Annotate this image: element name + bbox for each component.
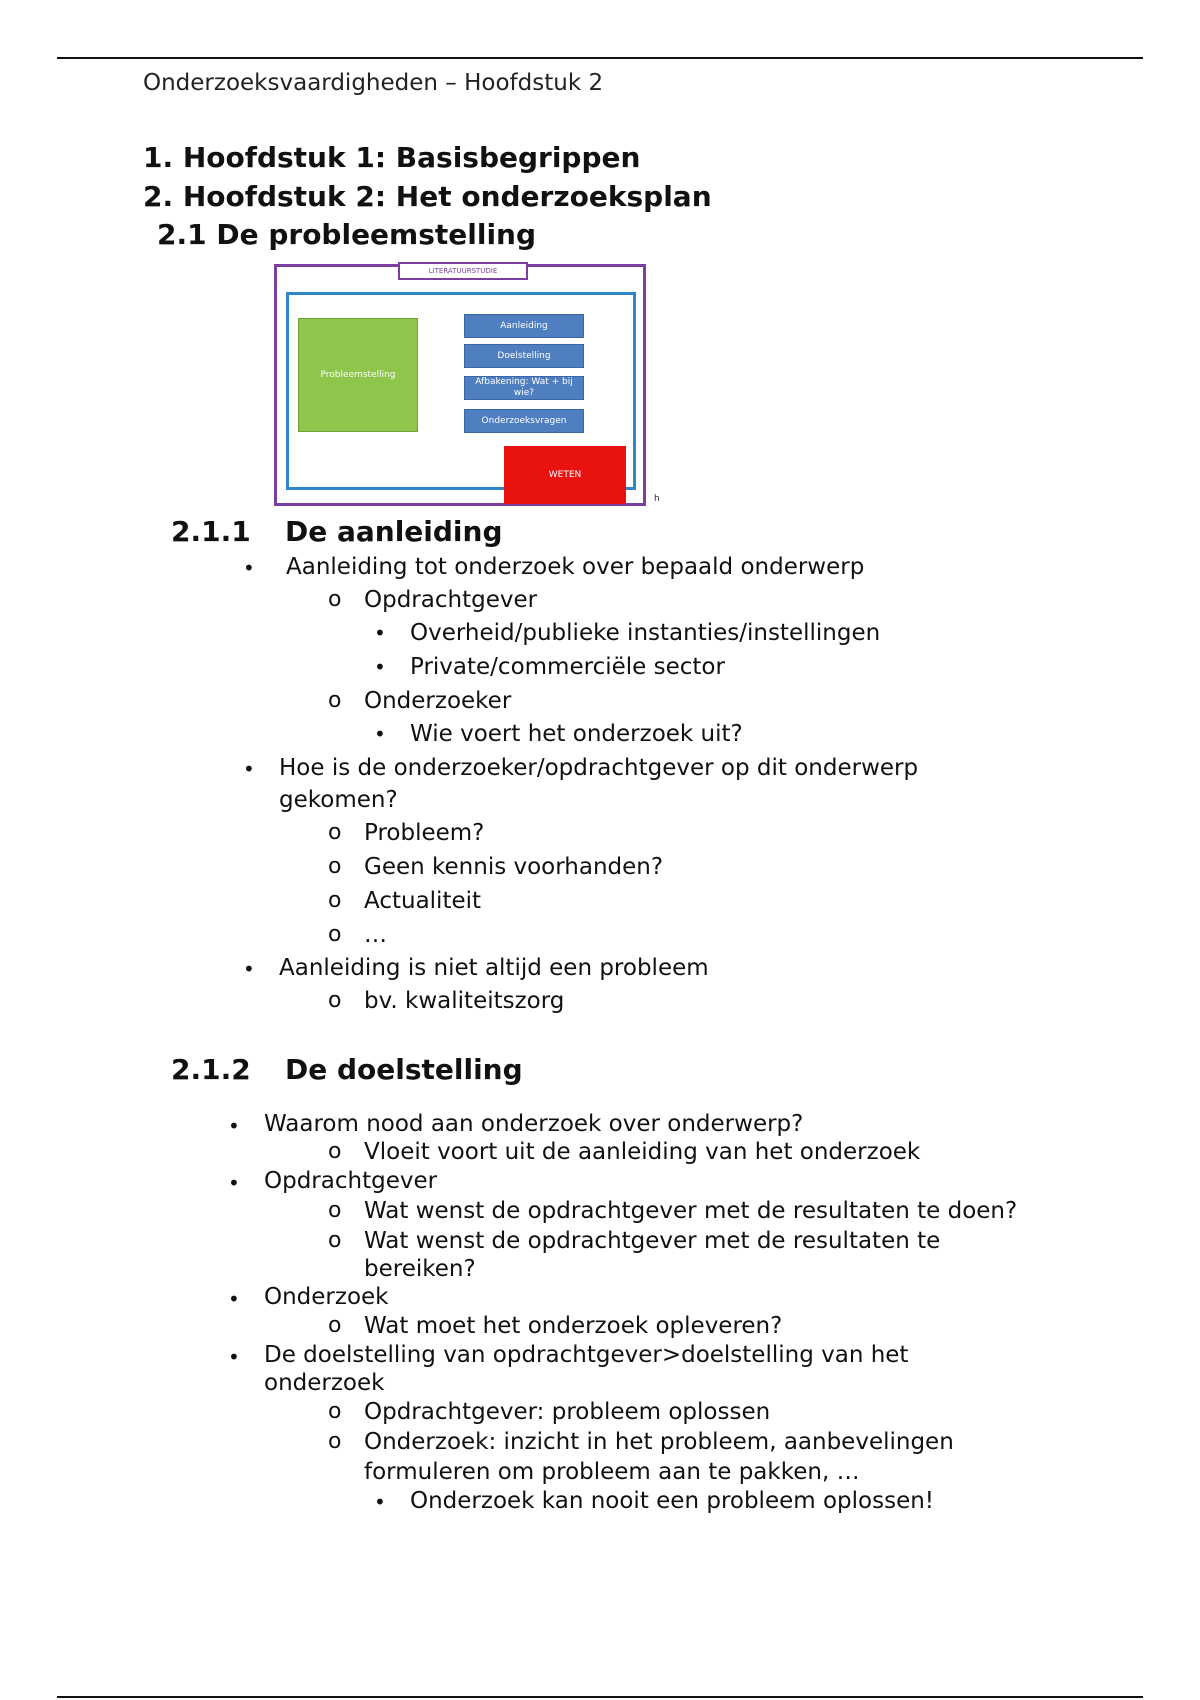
bullet-marker: • — [228, 1287, 240, 1311]
diagram-weten-box: WETEN — [504, 446, 626, 504]
diagram-probleemstelling-box: Probleemstelling — [298, 318, 418, 432]
footer-rule — [57, 1696, 1143, 1698]
heading-chapter-2: 2. Hoofdstuk 2: Het onderzoeksplan — [143, 180, 712, 213]
list-item: Wat moet het onderzoek opleveren? — [364, 1313, 783, 1339]
list-item: bv. kwaliteitszorg — [364, 988, 565, 1014]
circle-marker: o — [328, 854, 342, 879]
list-item: Onderzoek kan nooit een probleem oplossen! — [410, 1488, 935, 1514]
square-marker: • — [374, 1490, 386, 1514]
diagram-aanleiding-box: Aanleiding — [464, 314, 584, 338]
list-item: Opdrachtgever — [264, 1168, 438, 1194]
circle-marker: o — [328, 1139, 342, 1164]
list-item: Aanleiding tot onderzoek over bepaald onderwerp — [286, 554, 865, 580]
circle-marker: o — [328, 1399, 342, 1424]
circle-marker: o — [328, 688, 342, 713]
list-item: Onderzoeker — [364, 688, 512, 714]
list-item-continuation: gekomen? — [279, 787, 398, 813]
list-item: Probleem? — [364, 820, 485, 846]
list-item: Aanleiding is niet altijd een probleem — [279, 955, 709, 981]
circle-marker: o — [328, 922, 342, 947]
list-item-continuation: onderzoek — [264, 1370, 385, 1396]
list-item: Overheid/publieke instanties/instellingen — [410, 620, 881, 646]
bullet-marker: • — [228, 1114, 240, 1138]
list-item-continuation: bereiken? — [364, 1256, 476, 1282]
list-item: Waarom nood aan onderzoek over onderwerp? — [264, 1111, 804, 1137]
circle-marker: o — [328, 820, 342, 845]
list-item: Vloeit voort uit de aanleiding van het onderzoek — [364, 1139, 921, 1165]
list-item: Actualiteit — [364, 888, 482, 914]
bullet-marker: • — [228, 1345, 240, 1369]
square-marker: • — [374, 621, 386, 645]
list-item: Geen kennis voorhanden? — [364, 854, 664, 880]
list-item: Onderzoek: inzicht in het probleem, aanbevelingen — [364, 1429, 954, 1455]
square-marker: • — [374, 655, 386, 679]
bullet-marker: • — [243, 757, 255, 781]
list-item: Wie voert het onderzoek uit? — [410, 721, 743, 747]
diagram-corner-text: h — [654, 494, 660, 504]
circle-marker: o — [328, 1313, 342, 1338]
circle-marker: o — [328, 988, 342, 1013]
list-item: … — [364, 922, 387, 948]
list-item: Opdrachtgever: probleem oplossen — [364, 1399, 771, 1425]
circle-marker: o — [328, 888, 342, 913]
circle-marker: o — [328, 1198, 342, 1223]
diagram-literatuurstudie-label: LITERATUURSTUDIE — [398, 262, 528, 280]
diagram-afbakening-box: Afbakening: Wat + bij wie? — [464, 376, 584, 400]
list-item: Hoe is de onderzoeker/opdrachtgever op dit onderwerp — [279, 755, 919, 781]
bullet-marker: • — [243, 957, 255, 981]
circle-marker: o — [328, 587, 342, 612]
circle-marker: o — [328, 1228, 342, 1253]
list-item: Private/commerciële sector — [410, 654, 725, 680]
bullet-marker: • — [228, 1171, 240, 1195]
probleemstelling-diagram — [272, 262, 664, 510]
diagram-onderzoeksvragen-box: Onderzoeksvragen — [464, 409, 584, 433]
bullet-marker: • — [243, 556, 255, 580]
list-item: Opdrachtgever — [364, 587, 538, 613]
heading-2-1-1: 2.1.1 De aanleiding — [171, 515, 503, 548]
list-item-continuation: formuleren om probleem aan te pakken, … — [364, 1459, 860, 1485]
heading-2-1-2: 2.1.2 De doelstelling — [171, 1053, 523, 1086]
list-item: Onderzoek — [264, 1284, 389, 1310]
heading-2-1: 2.1 De probleemstelling — [157, 218, 537, 251]
heading-chapter-1: 1. Hoofdstuk 1: Basisbegrippen — [143, 141, 641, 174]
square-marker: • — [374, 722, 386, 746]
header-rule — [57, 57, 1143, 59]
running-header: Onderzoeksvaardigheden – Hoofdstuk 2 — [143, 70, 604, 96]
list-item: Wat wenst de opdrachtgever met de resultaten te doen? — [364, 1198, 1018, 1224]
list-item: De doelstelling van opdrachtgever>doelstelling van het — [264, 1342, 909, 1368]
diagram-doelstelling-box: Doelstelling — [464, 344, 584, 368]
list-item: Wat wenst de opdrachtgever met de resultaten te — [364, 1228, 941, 1254]
circle-marker: o — [328, 1429, 342, 1454]
